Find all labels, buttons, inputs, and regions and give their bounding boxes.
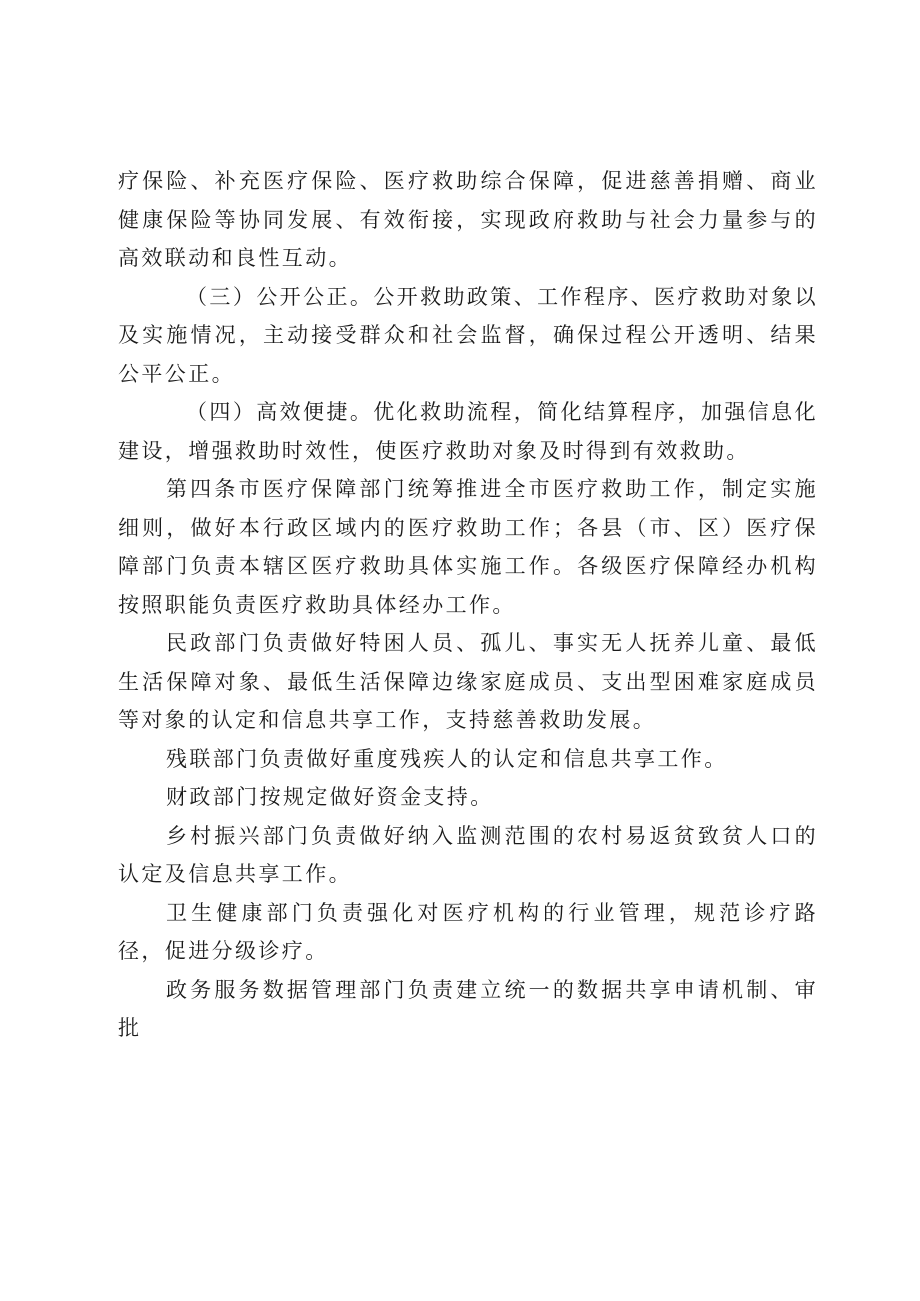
paragraph-civil-affairs: 民政部门负责做好特困人员、孤儿、事实无人抚养儿童、最低生活保障对象、最低生活保障边缘家庭成员、支出型困难家庭成员等对象的认定和信息共享工作，支持慈善救助发展。 bbox=[118, 631, 818, 732]
paragraph-principle-3: （三）公开公正。公开救助政策、工作程序、医疗救助对象以及实施情况，主动接受群众和社会监督，确保过程公开透明、结果公平公正。 bbox=[118, 284, 818, 386]
document-body bbox=[118, 162, 818, 1048]
paragraph-article-4: 第四条市医疗保障部门统筹推进全市医疗救助工作，制定实施细则，做好本行政区域内的医疗救助工作；各县（市、区）医疗保障部门负责本辖区医疗救助具体实施工作。各级医疗保障经办机构按照职能负责医疗救助具体经办工作。 bbox=[118, 477, 818, 617]
paragraph-finance: 财政部门按规定做好资金支持。 bbox=[166, 785, 494, 809]
paragraph-health: 卫生健康部门负责强化对医疗机构的行业管理，规范诊疗路径，促进分级诊疗。 bbox=[118, 900, 818, 963]
paragraph-data-management: 政务服务数据管理部门负责建立统一的数据共享申请机制、审批 bbox=[118, 977, 818, 1040]
paragraph-continuation: 疗保险、补充医疗保险、医疗救助综合保障，促进慈善捐赠、商业健康保险等协同发展、有效衔接，实现政府救助与社会力量参与的高效联动和良性互动。 bbox=[118, 169, 818, 270]
paragraph-principle-4: （四）高效便捷。优化救助流程，简化结算程序，加强信息化建设，增强救助时效性，使医疗救助对象及时得到有效救助。 bbox=[118, 400, 818, 463]
paragraph-rural-revitalization: 乡村振兴部门负责做好纳入监测范围的农村易返贫致贫人口的认定及信息共享工作。 bbox=[118, 823, 818, 886]
paragraph-disabled-federation: 残联部门负责做好重度残疾人的认定和信息共享工作。 bbox=[166, 746, 728, 771]
